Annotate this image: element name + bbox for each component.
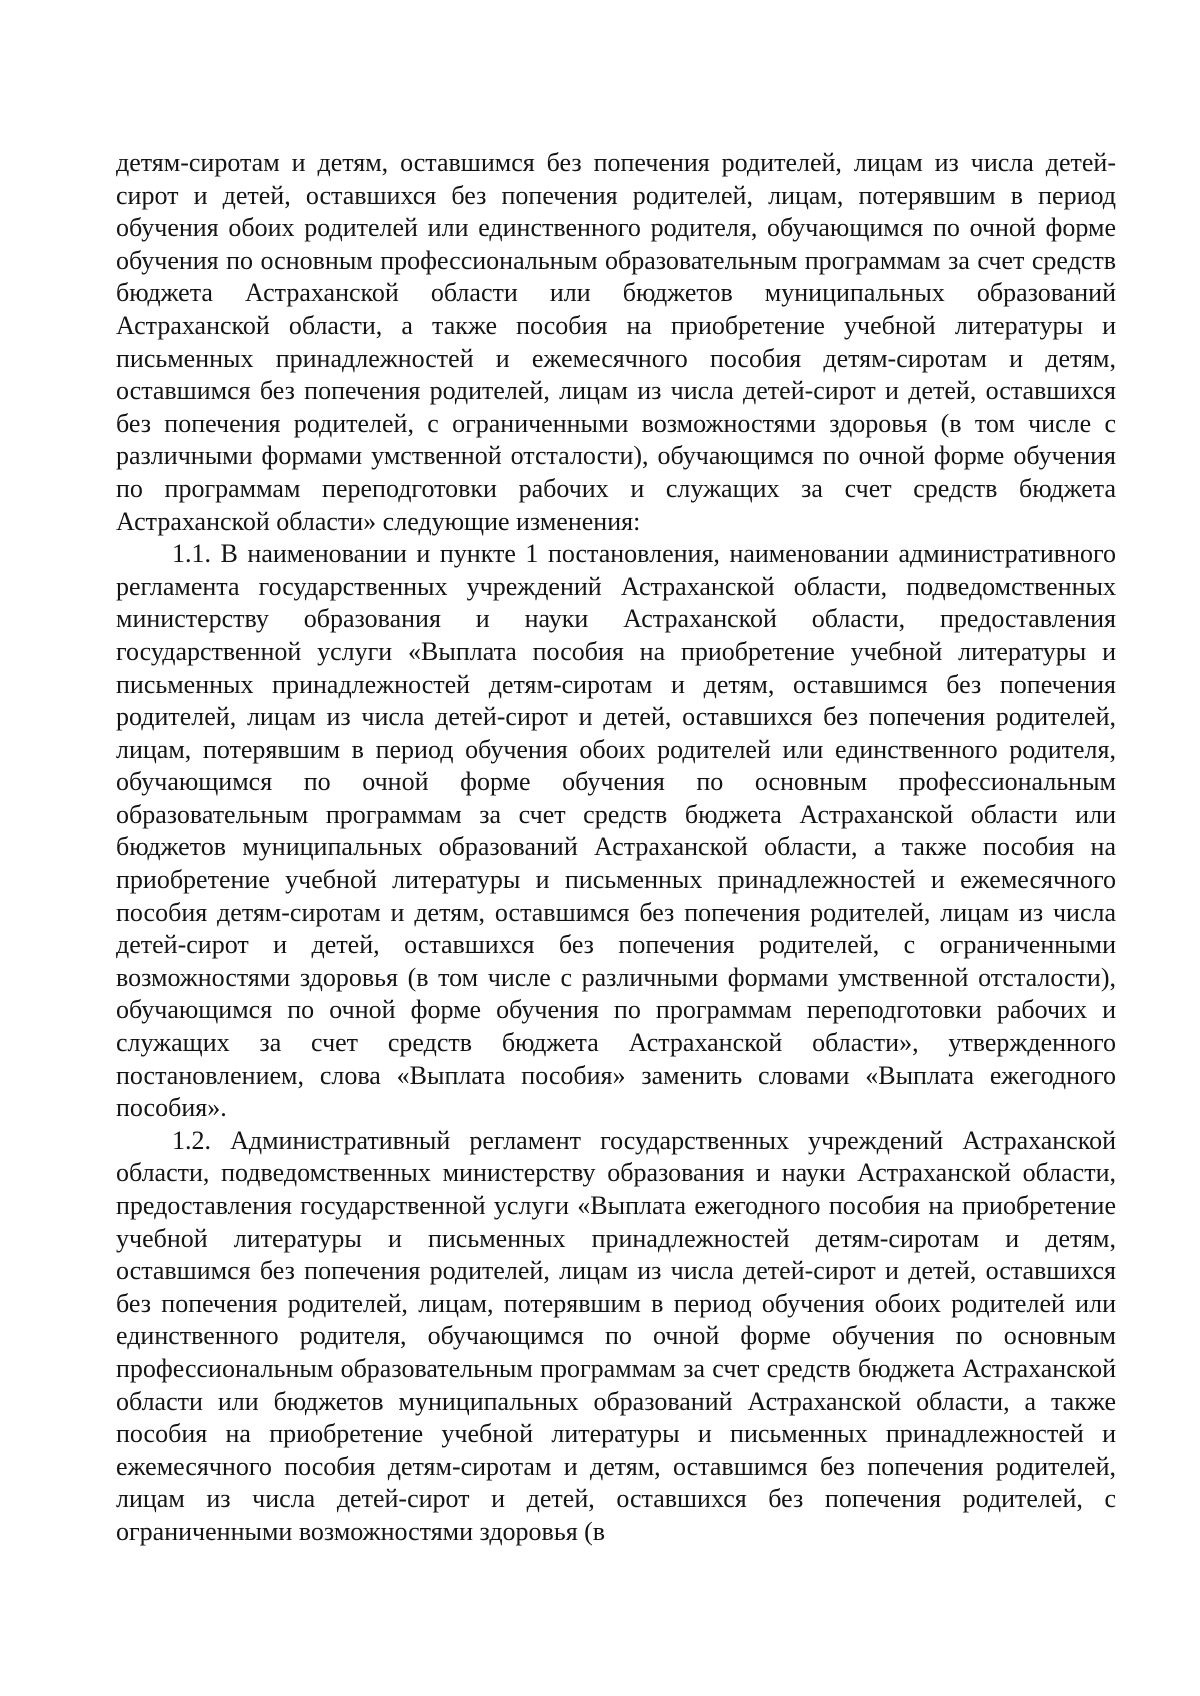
document-body bbox=[116, 147, 1116, 1549]
paragraph-intro: детям-сиротам и детям, оставшимся без попечения родителей, лицам из числа детей-сирот и детей, оставшихся без попечения родителей, лицам, потерявшим в период обучения обоих родителей или единственного родителя, обучающимся по очной форме обучения по основным профессиональным образовательным программам за счет средств бюджета Астраханской области или бюджетов муниципальных образований Астраханской области, а также пособия на приобретение учебной литературы и письменных принадлежностей и ежемесячного пособия детям-сиротам и детям, оставшимся без попечения родителей, лицам из числа детей-сирот и детей, оставшихся без попечения родителей, с ограниченными возможностями здоровья (в том числе с различными формами умственной отсталости), обучающимся по очной форме обучения по программам переподготовки рабочих и служащих за счет средств бюджета Астраханской области» следующие изменения: bbox=[116, 148, 1116, 536]
paragraph-item-1-1: 1.1. В наименовании и пункте 1 постановления, наименовании административного регламента государственных учреждений Астраханской области, подведомственных министерству образования и науки Астраханской области, предоставления государственной услуги «Выплата пособия на приобретение учебной литературы и письменных принадлежностей детям-сиротам и детям, оставшимся без попечения родителей, лицам из числа детей-сирот и детей, оставшихся без попечения родителей, лицам, потерявшим в период обучения обоих родителей или единственного родителя, обучающимся по очной форме обучения по основным профессиональным образовательным программам за счет средств бюджета Астраханской области или бюджетов муниципальных образований Астраханской области, а также пособия на приобретение учебной литературы и письменных принадлежностей и ежемесячного пособия детям-сиротам и детям, оставшимся без попечения родителей, лицам из числа детей-сирот и детей, оставшихся без попечения родителей, с ограниченными возможностями здоровья (в том числе с различными формами умственной отсталости), обучающимся по очной форме обучения по программам переподготовки рабочих и служащих за счет средств бюджета Астраханской области», утвержденного постановлением, слова «Выплата пособия» заменить словами «Выплата ежегодного пособия». bbox=[116, 539, 1116, 1123]
paragraph-item-1-2: 1.2. Административный регламент государственных учреждений Астраханской области, подведомственных министерству образования и науки Астраханской области, предоставления государственной услуги «Выплата ежегодного пособия на приобретение учебной литературы и письменных принадлежностей детям-сиротам и детям, оставшимся без попечения родителей, лицам из числа детей-сирот и детей, оставшихся без попечения родителей, лицам, потерявшим в период обучения обоих родителей или единственного родителя, обучающимся по очной форме обучения по основным профессиональным образовательным программам за счет средств бюджета Астраханской области или бюджетов муниципальных образований Астраханской области, а также пособия на приобретение учебной литературы и письменных принадлежностей и ежемесячного пособия детям-сиротам и детям, оставшимся без попечения родителей, лицам из числа детей-сирот и детей, оставшихся без попечения родителей, с ограниченными возможностями здоровья (в bbox=[116, 1125, 1116, 1546]
